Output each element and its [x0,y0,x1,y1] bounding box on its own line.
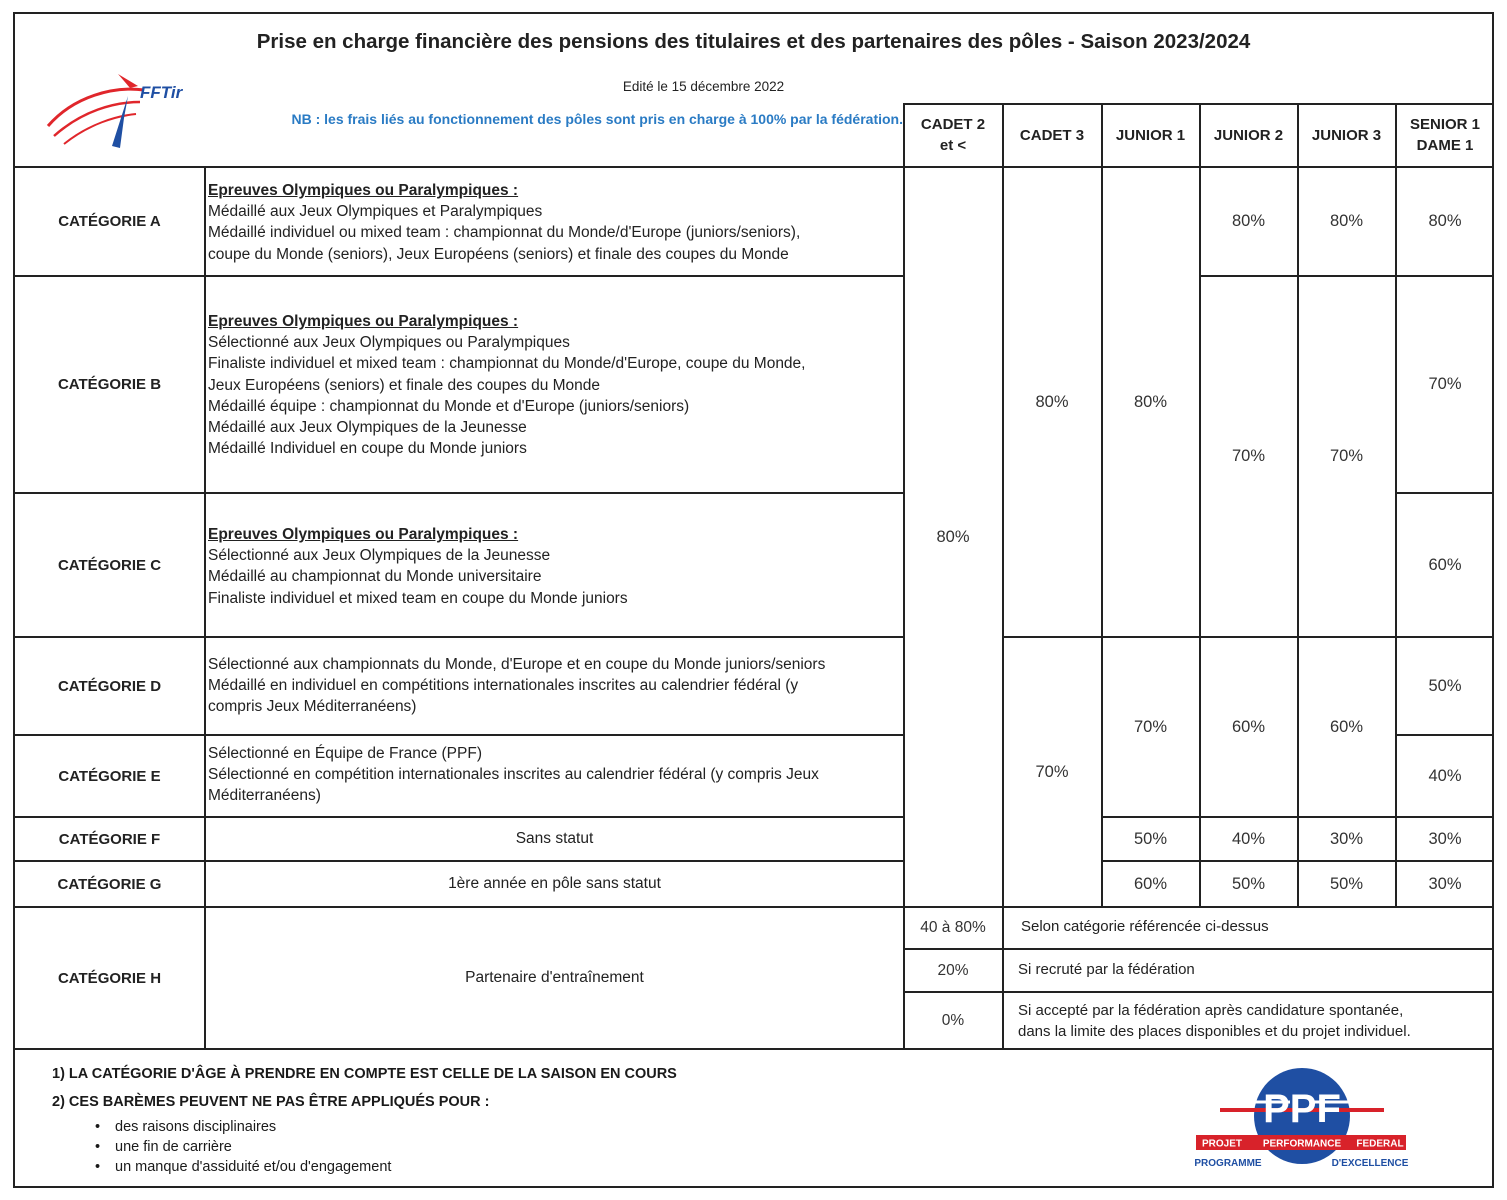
junior2-value: 40% [1231,829,1266,848]
column-header-senior-line1: SENIOR 1 [1409,116,1481,133]
ppf-bottom-word: D'EXCELLENCE [1331,1158,1409,1169]
footer-bullet: • un manque d'assiduité et/ou d'engagement [115,1159,391,1175]
junior1-value: 80% [1133,392,1168,411]
junior1-value: 50% [1133,829,1168,848]
category-d-label: CATÉGORIE D [57,677,162,695]
column-header-junior1: JUNIOR 1 [1115,126,1186,144]
footer-bullet: • des raisons disciplinaires [115,1119,276,1135]
edited-date: Edité le 15 décembre 2022 [622,79,785,94]
category-e-line: Sélectionné en compétition internationales inscrites au calendrier fédéral (y compris Jeux [208,766,819,784]
footer-bullet: • une fin de carrière [115,1139,232,1155]
h-row-pct: 0% [941,1011,965,1029]
junior1-value: 60% [1133,874,1168,893]
category-a-label: CATÉGORIE A [58,213,161,230]
category-a-line: Médaillé aux Jeux Olympiques et Paralympiques [208,203,543,221]
category-b-line: Jeux Européens (seniors) et finale des coupes du Monde [208,376,601,394]
category-d-description [204,654,906,718]
page-title: Prise en charge financière des pensions des titulaires et des partenaires des pôles - Saison 2023/2024 [256,30,1251,53]
column-header-cadet2-line1: CADET 2 [920,116,986,133]
senior-value: 30% [1428,874,1462,893]
ppf-band-word: FEDERAL [1356,1138,1404,1150]
category-a-heading: Epreuves Olympiques ou Paralympiques : [208,182,519,199]
category-b-line: Finaliste individuel et mixed team : championnat du Monde/d'Europe, coupe du Monde, [208,355,806,373]
ppf-logo [1190,1058,1420,1178]
junior1-value: 70% [1133,717,1168,736]
category-b-line: Médaillé Individuel en coupe du Monde juniors [208,440,527,458]
senior-value: 30% [1428,829,1462,848]
category-h-description: Partenaire d'entraînement [465,969,644,987]
junior3-value: 30% [1329,829,1364,848]
category-e-line: Méditerranéens) [208,787,321,805]
footer-rule-1: 1) LA CATÉGORIE D'ÂGE À PRENDRE EN COMPTE EST CELLE DE LA SAISON EN COURS [52,1066,677,1082]
category-f-label: CATÉGORIE F [58,830,161,848]
category-a-line: Médaillé individuel ou mixed team : championnat du Monde/d'Europe (juniors/seniors), [208,224,801,242]
fftir-logo-text: FFTir [140,83,183,102]
senior-value: 70% [1428,375,1462,393]
category-c-line: Médaillé au championnat du Monde universitaire [208,568,542,586]
category-c-label: CATÉGORIE C [57,556,162,574]
h-row-note [1004,906,1494,946]
junior3-value: 50% [1329,874,1364,893]
ppf-bottom-word: PROGRAMME [1194,1158,1262,1169]
category-b-label: CATÉGORIE B [57,376,162,393]
category-e-description [204,743,906,807]
junior2-value: 60% [1231,717,1266,736]
junior2-value: 70% [1231,447,1266,465]
senior-value: 60% [1428,555,1462,574]
category-h-label: CATÉGORIE H [57,969,162,987]
h-row-note-text: dans la limite des places disponibles et du projet individuel. [1018,1022,1411,1040]
category-b-line: Médaillé aux Jeux Olympiques de la Jeunesse [208,419,527,437]
senior-value: 80% [1428,212,1462,230]
category-a-line: coupe du Monde (seniors), Jeux Européens (seniors) et finale des coupes du Monde [208,245,789,263]
category-a-description [204,180,906,265]
h-row-note-text: Si accepté par la fédération après candidature spontanée, [1018,1001,1404,1019]
category-g-label: CATÉGORIE G [57,875,162,893]
cadet3-value: 80% [1035,392,1069,411]
junior2-value: 80% [1231,212,1266,230]
category-c-line: Finaliste individuel et mixed team en coupe du Monde juniors [208,589,628,607]
cadet3-value: 70% [1035,762,1069,781]
column-header-junior3: JUNIOR 3 [1311,126,1382,144]
column-header-cadet3: CADET 3 [1019,126,1085,144]
junior3-value: 70% [1329,447,1364,465]
h-row-note [1004,948,1494,990]
category-e-label: CATÉGORIE E [58,767,161,785]
category-d-line: Sélectionné aux championnats du Monde, d'Europe et en coupe du Monde juniors/seniors [208,656,826,673]
nb-note: NB : les frais liés au fonctionnement des pôles sont pris en charge à 100% par la fédération. [291,111,903,127]
category-f-description: Sans statut [515,830,594,848]
senior-value: 40% [1428,766,1462,785]
category-g-description: 1ère année en pôle sans statut [448,875,661,893]
category-b-line: Sélectionné aux Jeux Olympiques ou Paralympiques [208,334,570,352]
junior2-value: 50% [1231,874,1266,893]
grid-line [13,1048,1494,1050]
junior3-value: 60% [1329,717,1364,736]
column-header-cadet2-line2: et < [939,137,967,154]
h-row-note-text: Si recruté par la fédération [1018,960,1195,978]
h-row-pct: 40 à 80% [920,919,986,936]
junior3-value: 80% [1329,212,1364,230]
footer-rule-2: 2) CES BARÈMES PEUVENT NE PAS ÊTRE APPLIQUÉS POUR : [52,1094,490,1110]
category-b-line: Médaillé équipe : championnat du Monde et d'Europe (juniors/seniors) [208,397,690,415]
ppf-logo-main: PPF [1263,1087,1341,1131]
column-header-senior-line2: DAME 1 [1416,137,1474,154]
category-b-heading: Epreuves Olympiques ou Paralympiques : [208,313,519,330]
category-e-line: Sélectionné en Équipe de France (PPF) [208,745,482,762]
category-d-line: Médaillé en individuel en compétitions internationales inscrites au calendrier fédéral (y [208,677,799,695]
category-b-description [204,311,906,459]
h-row-note [1004,993,1494,1048]
cadet2-value: 80% [936,527,970,546]
ppf-band-word: PROJET [1201,1138,1243,1150]
h-row-note-text: Selon catégorie référencée ci-dessus [1021,917,1269,935]
column-header-senior [1396,104,1494,166]
column-header-junior2: JUNIOR 2 [1213,126,1284,144]
ppf-band-word: PERFORMANCE [1262,1138,1342,1150]
category-d-line: compris Jeux Méditerranéens) [208,698,417,716]
category-c-description [204,524,906,609]
column-header-cadet2 [904,104,1002,166]
senior-value: 50% [1428,676,1462,695]
h-row-pct: 20% [937,961,969,979]
category-c-heading: Epreuves Olympiques ou Paralympiques : [208,526,519,543]
category-c-line: Sélectionné aux Jeux Olympiques de la Jeunesse [208,547,551,565]
